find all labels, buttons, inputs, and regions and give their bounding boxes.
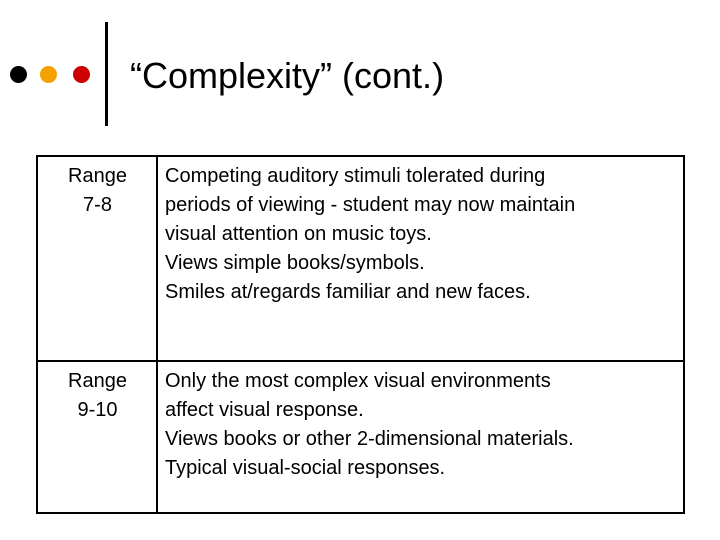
description-cell bbox=[157, 361, 684, 513]
range-label: Range bbox=[68, 165, 127, 187]
description-line: visual attention on music toys. bbox=[165, 223, 432, 245]
range-cell bbox=[37, 361, 157, 513]
description-cell bbox=[157, 156, 684, 361]
description-line: affect visual response. bbox=[165, 399, 364, 421]
description-line: Typical visual-social responses. bbox=[165, 457, 446, 479]
description-line: Competing auditory stimuli tolerated during bbox=[165, 165, 546, 187]
black-bullet-dot bbox=[10, 66, 27, 83]
orange-bullet-dot bbox=[40, 66, 57, 83]
range-label: Range bbox=[68, 370, 127, 392]
range-value: 9-10 bbox=[77, 399, 118, 421]
red-bullet-dot bbox=[73, 66, 90, 83]
title-divider-line bbox=[105, 22, 108, 126]
table-row bbox=[37, 361, 684, 513]
range-value: 7-8 bbox=[83, 194, 112, 216]
content-table bbox=[36, 155, 685, 514]
slide-title: “Complexity” (cont.) bbox=[130, 55, 445, 96]
description-line: periods of viewing - student may now maintain bbox=[165, 194, 576, 216]
description-line: Only the most complex visual environments bbox=[165, 370, 551, 392]
description-line: Views books or other 2-dimensional materials. bbox=[165, 428, 574, 450]
range-cell bbox=[37, 156, 157, 361]
table-row bbox=[37, 156, 684, 361]
description-line: Smiles at/regards familiar and new faces. bbox=[165, 281, 531, 303]
description-line: Views simple books/symbols. bbox=[165, 252, 425, 274]
